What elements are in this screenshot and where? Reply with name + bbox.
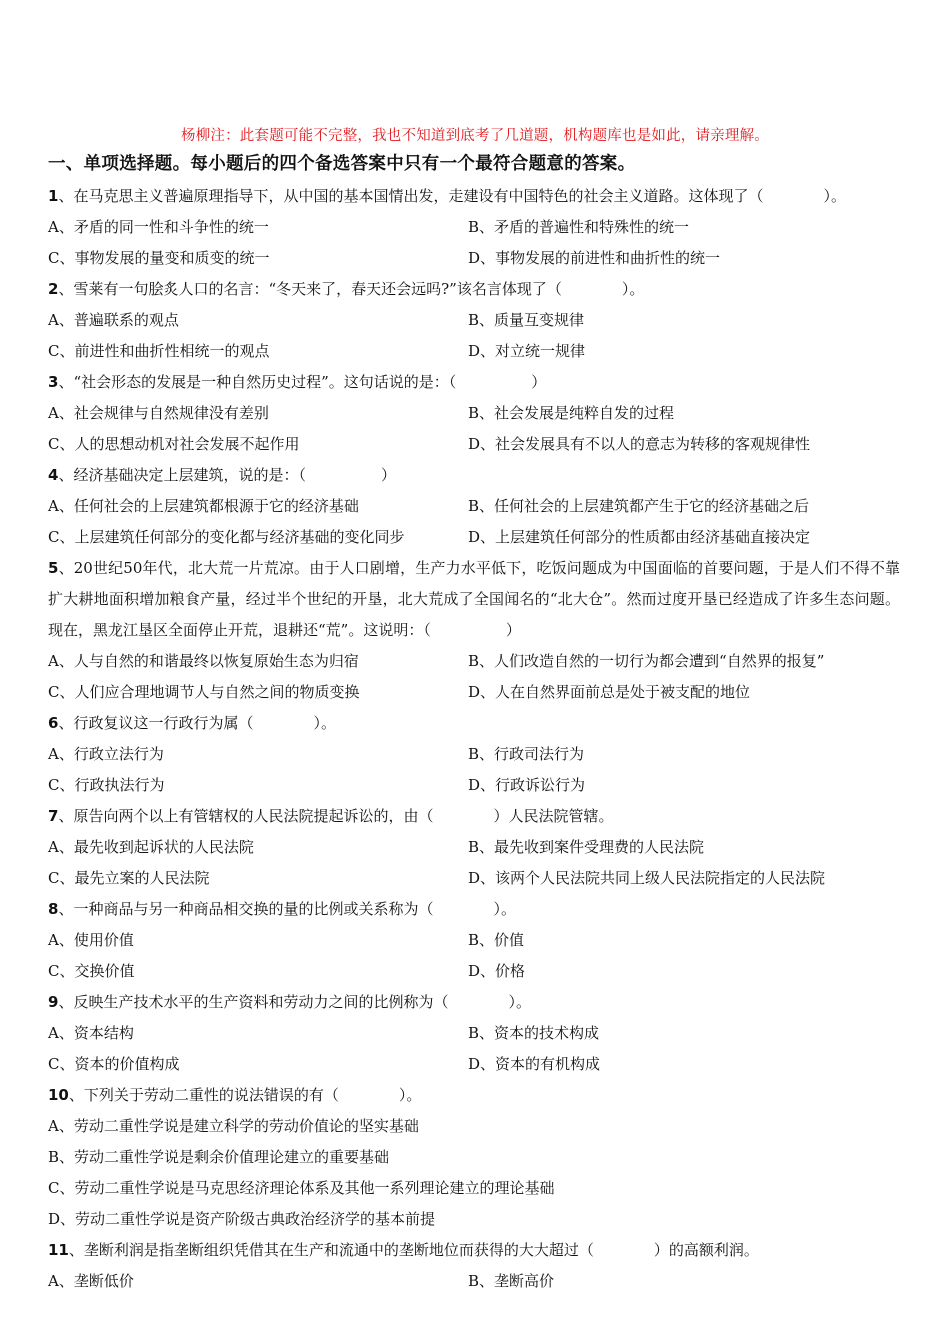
options-row	[48, 677, 900, 708]
question-list	[48, 181, 900, 1297]
question-8: 8、一种商品与另一种商品相交换的量的比例或关系称为（ ）。	[48, 900, 516, 918]
options-row	[48, 1266, 900, 1297]
option-d: D、行政诉讼行为	[468, 776, 586, 794]
option-a: A、普遍联系的观点	[48, 311, 179, 329]
options-row	[48, 646, 900, 677]
option-b: B、矛盾的普遍性和特殊性的统一	[468, 218, 690, 236]
options-row	[48, 770, 900, 801]
option-a: A、劳动二重性学说是建立科学的劳动价值论的坚实基础	[48, 1117, 419, 1135]
option-c: C、事物发展的量变和质变的统一	[48, 249, 270, 267]
option-a: A、垄断低价	[48, 1272, 134, 1290]
question-1: 1、在马克思主义普遍原理指导下，从中国的基本国情出发，走建设有中国特色的社会主义道路。这体现了（ ）。	[48, 187, 846, 205]
question-11: 11、垄断利润是指垄断组织凭借其在生产和流通中的垄断地位而获得的大大超过（ ）的高额利润。	[48, 1241, 759, 1259]
option-d: D、对立统一规律	[468, 342, 586, 360]
option-b: B、最先收到案件受理费的人民法院	[468, 838, 705, 856]
question-10: 10、下列关于劳动二重性的说法错误的有（ ）。	[48, 1086, 422, 1104]
question-9: 9、反映生产技术水平的生产资料和劳动力之间的比例称为（ ）。	[48, 993, 531, 1011]
option-a: A、任何社会的上层建筑都根源于它的经济基础	[48, 497, 359, 515]
options-row	[48, 522, 900, 553]
option-b: B、人们改造自然的一切行为都会遭到“自然界的报复”	[468, 652, 825, 670]
options-row	[48, 1018, 900, 1049]
question-5: 5、20世纪50年代，北大荒一片荒凉。由于人口剧增，生产力水平低下，吃饭问题成为中国面临的首要问题，于是人们不得不靠扩大耕地面积增加粮食产量，经过半个世纪的开垦，北大荒成了全国闻名的“北大仓”。然而过度开垦已经造成了许多生态问题。现在，黑龙江垦区全面停止开荒，退耕还“荒”。这说明：（ ）	[48, 559, 900, 639]
option-b: B、劳动二重性学说是剩余价值理论建立的重要基础	[48, 1148, 390, 1166]
option-c: C、最先立案的人民法院	[48, 869, 210, 887]
question-3: 3、“社会形态的发展是一种自然历史过程”。这句话说的是：（ ）	[48, 373, 547, 391]
option-d: D、社会发展具有不以人的意志为转移的客观规律性	[468, 435, 811, 453]
option-d: D、事物发展的前进性和曲折性的统一	[468, 249, 721, 267]
option-d: D、人在自然界面前总是处于被支配的地位	[468, 683, 751, 701]
option-a: A、人与自然的和谐最终以恢复原始生态为归宿	[48, 652, 359, 670]
option-c: C、交换价值	[48, 962, 135, 980]
option-d: D、劳动二重性学说是资产阶级古典政治经济学的基本前提	[48, 1210, 436, 1228]
option-a: A、最先收到起诉状的人民法院	[48, 838, 254, 856]
option-a: A、使用价值	[48, 931, 134, 949]
section-heading: 一、单项选择题。每小题后的四个备选答案中只有一个最符合题意的答案。	[48, 154, 636, 174]
question-2: 2、雪莱有一句脍炙人口的名言：“冬天来了，春天还会远吗?”该名言体现了（ ）。	[48, 280, 645, 298]
options-row	[48, 212, 900, 243]
options-row	[48, 336, 900, 367]
options-row	[48, 863, 900, 894]
options-row	[48, 429, 900, 460]
question-7: 7、原告向两个以上有管辖权的人民法院提起诉讼的，由（ ）人民法院管辖。	[48, 807, 614, 825]
option-a: A、行政立法行为	[48, 745, 164, 763]
option-c: C、行政执法行为	[48, 776, 165, 794]
options-row	[48, 1049, 900, 1080]
options-row	[48, 956, 900, 987]
editor-note: 杨柳注：此套题可能不完整，我也不知道到底考了几道题，机构题库也是如此，请亲理解。	[181, 128, 769, 144]
option-d: D、该两个人民法院共同上级人民法院指定的人民法院	[468, 869, 826, 887]
option-c: C、前进性和曲折性相统一的观点	[48, 342, 270, 360]
option-a: A、社会规律与自然规律没有差别	[48, 404, 269, 422]
options-row	[48, 925, 900, 956]
option-a: A、矛盾的同一性和斗争性的统一	[48, 218, 269, 236]
option-b: B、价值	[468, 931, 525, 949]
options-row	[48, 398, 900, 429]
option-c: C、人的思想动机对社会发展不起作用	[48, 435, 300, 453]
option-b: B、社会发展是纯粹自发的过程	[468, 404, 675, 422]
options-row	[48, 739, 900, 770]
option-d: D、资本的有机构成	[468, 1055, 601, 1073]
question-4: 4、经济基础决定上层建筑，说的是：（ ）	[48, 466, 396, 484]
options-row	[48, 243, 900, 274]
options-row	[48, 832, 900, 863]
option-b: B、垄断高价	[468, 1272, 555, 1290]
option-b: B、任何社会的上层建筑都产生于它的经济基础之后	[468, 497, 810, 515]
option-a: A、资本结构	[48, 1024, 134, 1042]
option-c: C、资本的价值构成	[48, 1055, 180, 1073]
option-c: C、上层建筑任何部分的变化都与经济基础的变化同步	[48, 528, 405, 546]
option-c: C、劳动二重性学说是马克思经济理论体系及其他一系列理论建立的理论基础	[48, 1179, 555, 1197]
option-d: D、上层建筑任何部分的性质都由经济基础直接决定	[468, 528, 811, 546]
option-c: C、人们应合理地调节人与自然之间的物质变换	[48, 683, 360, 701]
options-row	[48, 305, 900, 336]
option-b: B、质量互变规律	[468, 311, 585, 329]
question-6: 6、行政复议这一行政行为属（ ）。	[48, 714, 336, 732]
options-row	[48, 491, 900, 522]
option-b: B、资本的技术构成	[468, 1024, 600, 1042]
option-d: D、价格	[468, 962, 526, 980]
option-b: B、行政司法行为	[468, 745, 585, 763]
